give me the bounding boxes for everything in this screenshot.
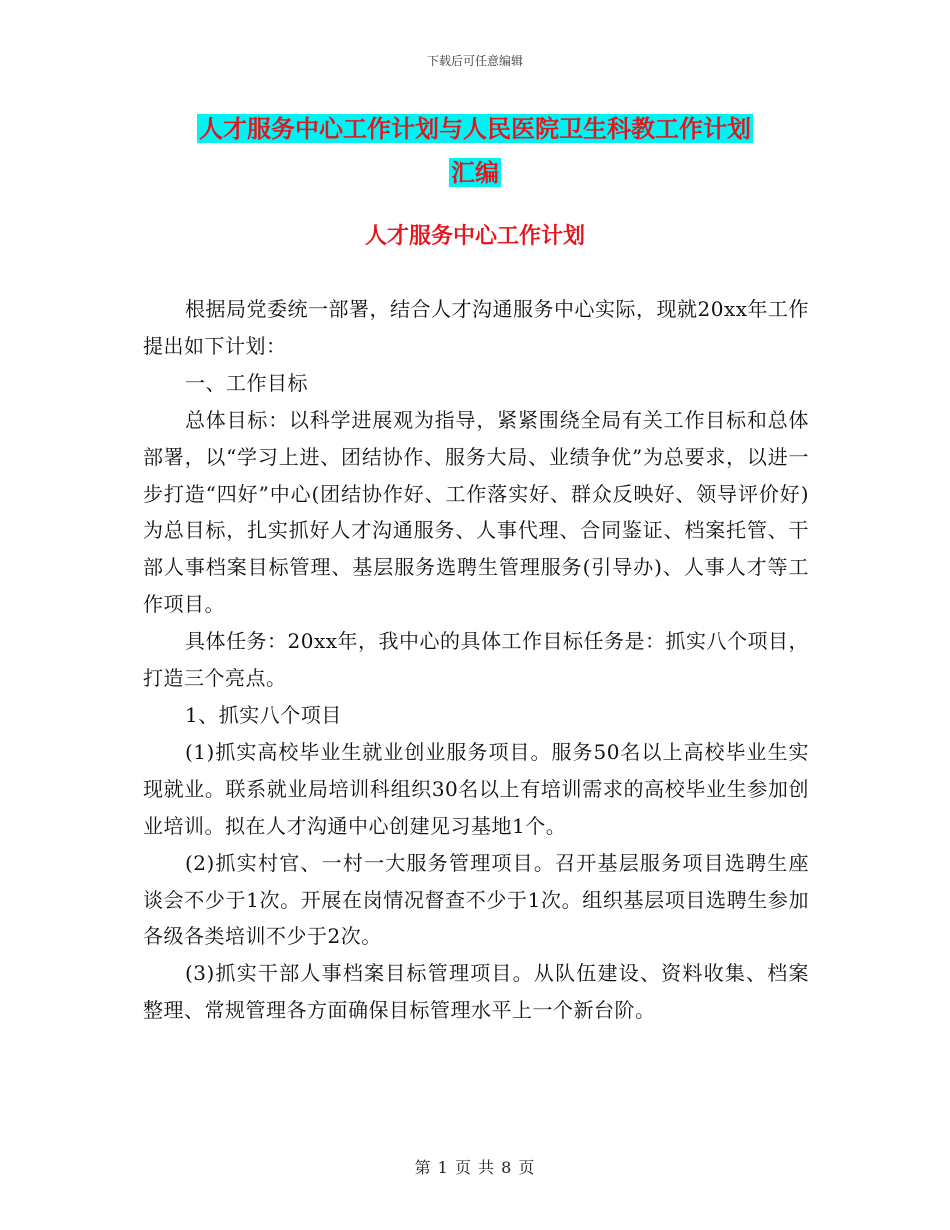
- paragraph-heading-goals: 一、工作目标: [185, 370, 308, 395]
- paragraph-item-2: (2)抓实村官、一村一大服务管理项目。召开基层服务项目选聘生座谈会不少于1次。开展在岗情况督查不少于1次。组织基层项目选聘生参加各级各类培训不少于2次。: [143, 850, 809, 949]
- paragraph-intro: 根据局党委统一部署，结合人才沟通服务中心实际，现就20xx年工作提出如下计划：: [143, 297, 810, 358]
- paragraph-overall-goal: 总体目标：以科学进展观为指导，紧紧围绕全局有关工作目标和总体部署，以“学习上进、团结协作、服务大局、业绩争优”为总要求，以进一步打造“四好”中心(团结协作好、工作落实好、群众反映好、领导评价好)为总目标，扎实抓好人才沟通服务、人事代理、合同鉴证、档案托管、干部人事档案目标管理、基层服务选聘生管理服务(引导办)、人事人才等工作项目。: [143, 407, 809, 617]
- paragraph-item-1: (1)抓实高校毕业生就业创业服务项目。服务50名以上高校毕业生实现就业。联系就业局培训科组织30名以上有培训需求的高校毕业生参加创业培训。拟在人才沟通中心创建见习基地1个。: [143, 739, 809, 838]
- document-title-line-1: [0, 110, 950, 148]
- section-title: 人才服务中心工作计划: [364, 223, 585, 249]
- document-title-line-2: [0, 154, 950, 192]
- document-title-line-1-text: 人才服务中心工作计划与人民医院卫生科教工作计划: [199, 114, 751, 143]
- page-header-note: 下载后可任意编辑: [426, 54, 523, 68]
- paragraph-heading-eight-projects: 1、抓实八个项目: [185, 702, 342, 727]
- page-footer-indicator: 第 1 页 共 8 页: [414, 1158, 536, 1177]
- document-body: [143, 291, 809, 1029]
- document-title-line-2-text: 汇编: [451, 158, 499, 187]
- paragraph-specific-tasks: 具体任务：20xx年，我中心的具体工作目标任务是：抓实八个项目，打造三个亮点。: [143, 629, 810, 691]
- paragraph-item-3: (3)抓实干部人事档案目标管理项目。从队伍建设、资料收集、档案整理、常规管理各方面确保目标管理水平上一个新台阶。: [143, 961, 809, 1023]
